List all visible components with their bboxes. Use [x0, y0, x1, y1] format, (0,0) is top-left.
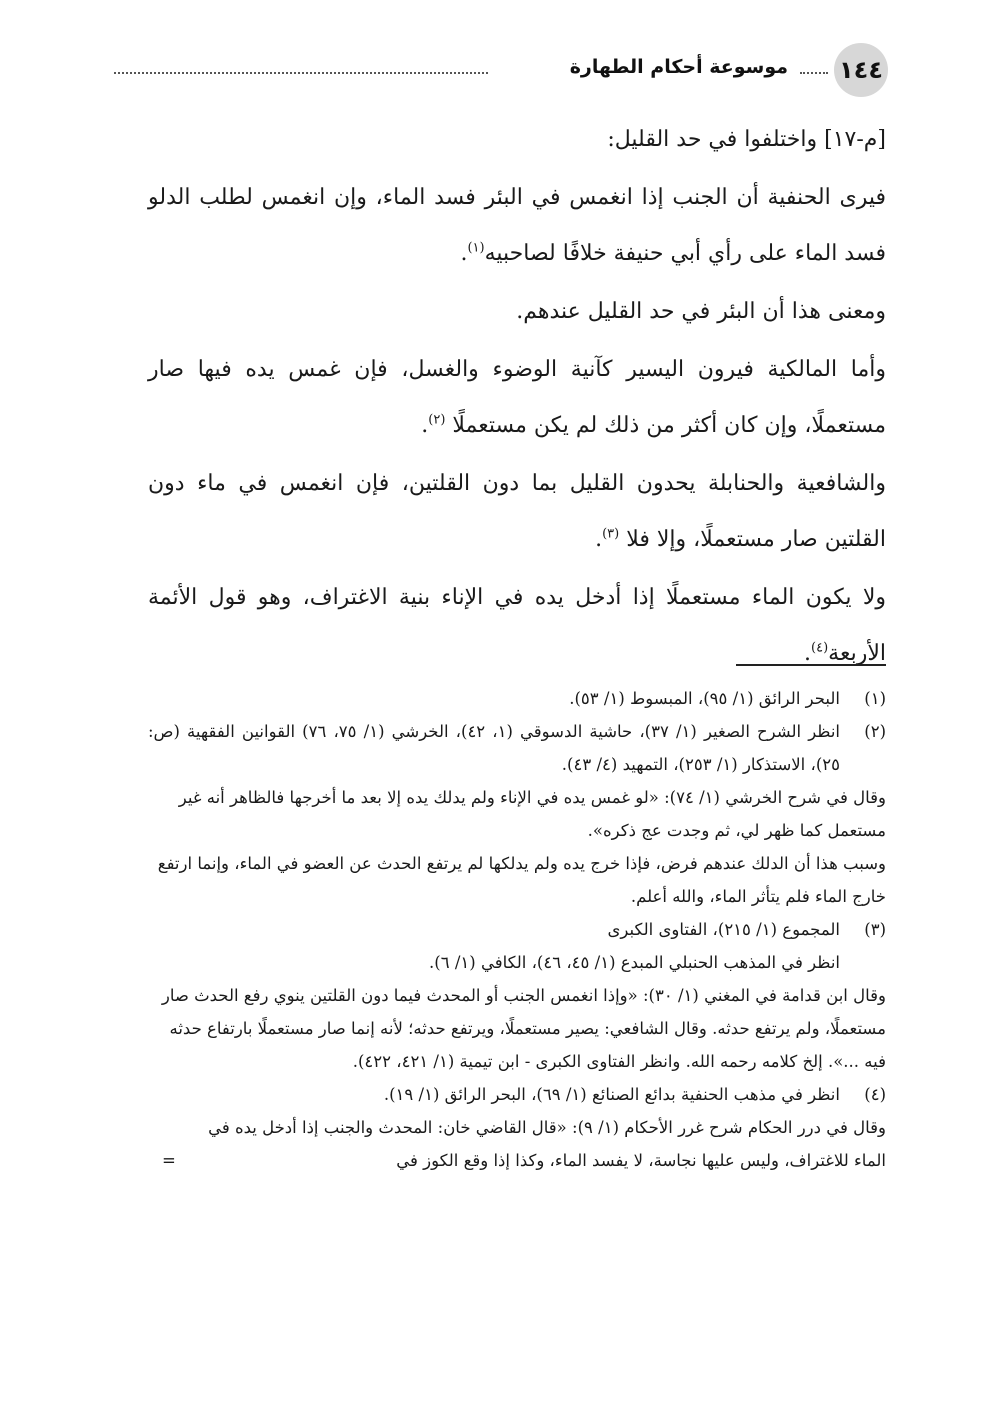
paragraph-text: وأما المالكية فيرون اليسير كآنية الوضوء والغسل، فإن غمس يده فيها صار مستعملًا، وإن كان أكثر من ذلك لم يكن مستعملًا	[148, 357, 886, 438]
paragraph-end: .	[804, 641, 812, 666]
paragraph	[148, 112, 886, 168]
footnote-ref[interactable]: (٣)	[602, 526, 620, 542]
paragraph	[148, 342, 886, 454]
footnote-number: (٤)	[864, 1085, 886, 1104]
footnote-text: البحر الرائق (١/ ٩٥)، المبسوط (١/ ٥٣).	[569, 689, 840, 708]
footnote-2	[148, 715, 886, 781]
running-header	[114, 42, 888, 104]
continued-mark: =	[162, 1151, 176, 1170]
footnote-ref[interactable]: (٤)	[811, 640, 829, 656]
paragraph	[148, 284, 886, 340]
book-title: موسوعة أحكام الطهارة	[569, 56, 788, 78]
footnote-text: انظر الشرح الصغير (١/ ٣٧)، حاشية الدسوقي (١، ٤٢)، الخرشي (١/ ٧٥، ٧٦) القوانين الفقهية (ص: ٢٥)، الاستذكار (١/ ٢٥٣)، التمهيد (٤/ ٤٣).	[148, 722, 841, 774]
paragraph-text: ولا يكون الماء مستعملًا إذا أدخل يده في الإناء بنية الاغتراف، وهو قول الأئمة الأربعة	[148, 585, 886, 666]
paragraph-end: .	[421, 413, 429, 438]
page-number-badge: ١٤٤	[834, 43, 888, 97]
main-text	[148, 112, 886, 684]
paragraph	[148, 456, 886, 568]
footnote-text-line2: انظر في المذهب الحنبلي المبدع (١/ ٤٥، ٤٦)، الكافي (١/ ٦).	[429, 953, 840, 972]
footnote-ref[interactable]: (١)	[467, 240, 485, 256]
header-dotted-rule-left	[114, 72, 488, 74]
paragraph-end: .	[595, 527, 603, 552]
footnote-4	[148, 1078, 886, 1111]
paragraph-text: فيرى الحنفية أن الجنب إذا انغمس في البئر فسد الماء، وإن انغمس لطلب الدلو فسد الماء على رأي أبي حنيفة خلافًا لصاحبيه	[148, 185, 886, 266]
footnotes	[148, 682, 886, 1177]
footnote-4-quote	[148, 1111, 886, 1177]
paragraph-end: .	[460, 241, 468, 266]
paragraph-text: ومعنى هذا أن البئر في حد القليل عندهم.	[516, 299, 886, 324]
footnote-1	[148, 682, 886, 715]
header-dotted-rule-right	[800, 72, 828, 74]
footnote-number: (٣)	[864, 920, 886, 939]
footnote-number: (٢)	[864, 722, 886, 741]
footnote-2-quote: وقال في شرح الخرشي (١/ ٧٤): «لو غمس يده في الإناء ولم يدلك يده إلا بعد ما أخرجها فالظاهر أنه غير مستعمل كما ظهر لي، ثم وجدت عج ذكره».	[178, 788, 886, 840]
footnote-text: انظر في مذهب الحنفية بدائع الصنائع (١/ ٦٩)، البحر الرائق (١/ ١٩).	[383, 1085, 840, 1104]
footnote-3-quote: وقال ابن قدامة في المغني (١/ ٣٠): «وإذا انغمس الجنب أو المحدث فيما دون القلتين ينوي رفع الحدث صار مستعملًا، ولم يرتفع حدثه. وقال الشافعي: يصير مستعملًا، ويرتفع حدثه؛ لأنه إنما صار مستعملًا بارتفاع حدثه فيه ...». إلخ كلامه رحمه الله. وانظر الفتاوى الكبرى - ابن تيمية (١/ ٤٢١، ٤٢٢).	[161, 986, 886, 1071]
footnote-number: (١)	[864, 689, 886, 708]
footnote-separator	[736, 664, 886, 666]
footnote-text: المجموع (١/ ٢١٥)، الفتاوى الكبرى	[607, 920, 840, 939]
paragraph-text: [م-١٧] واختلفوا في حد القليل:	[607, 127, 886, 152]
footnote-3	[148, 913, 886, 979]
footnote-4-quote-text: وقال في درر الحكام شرح غرر الأحكام (١/ ٩): «قال القاضي خان: المحدث والجنب إذا أدخل يده في الماء للاغتراف، وليس عليها نجاسة، لا يفسد الماء، وكذا إذا وقع الكوز في	[208, 1118, 886, 1170]
footnote-ref[interactable]: (٢)	[428, 412, 446, 428]
paragraph	[148, 170, 886, 282]
footnote-2-comment: وسبب هذا أن الدلك عندهم فرض، فإذا خرج يده ولم يدلكها لم يرتفع الحدث عن العضو في الماء، وإنما ارتفع خارج الماء فلم يتأثر الماء، والله أعلم.	[157, 854, 886, 906]
paragraph-text: والشافعية والحنابلة يحدون القليل بما دون القلتين، فإن انغمس في ماء دون القلتين صار مستعملًا، وإلا فلا	[148, 471, 886, 552]
